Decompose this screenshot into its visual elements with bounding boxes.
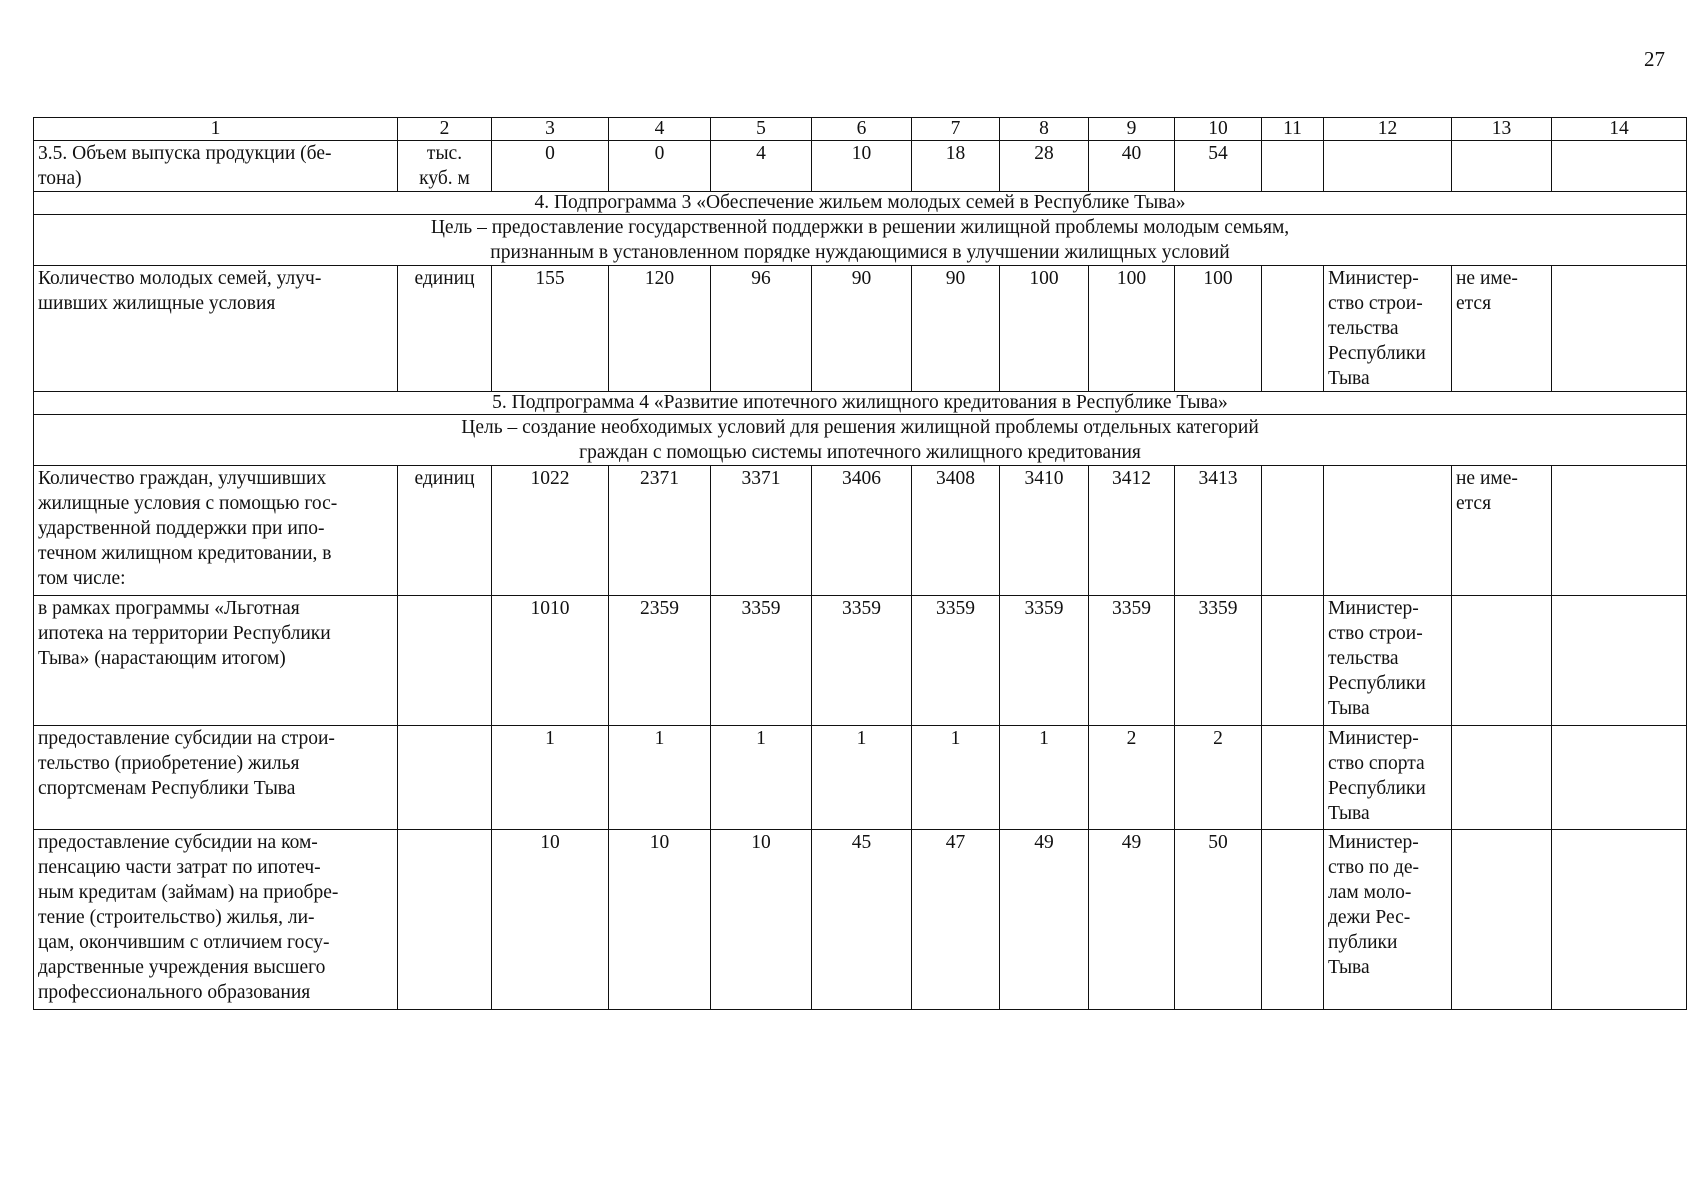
indicator-cell: 3.5. Объем выпуска продукции (бе- тона) — [34, 141, 398, 192]
table-row — [34, 726, 1687, 830]
value-cell: 10 — [711, 830, 812, 1010]
value-cell: 49 — [1089, 830, 1175, 1010]
column-number: 6 — [812, 118, 912, 141]
value-cell: 96 — [711, 266, 812, 392]
col14-cell — [1552, 141, 1687, 192]
value-cell: 10 — [609, 830, 711, 1010]
value-cell: 3359 — [1000, 596, 1089, 726]
value-cell: 49 — [1000, 830, 1089, 1010]
executor-cell — [1324, 141, 1452, 192]
value-cell: 100 — [1089, 266, 1175, 392]
col11-cell — [1262, 466, 1324, 596]
value-cell: 2359 — [609, 596, 711, 726]
indicator-cell: предоставление субсидии на ком- пенсацию части затрат по ипотеч- ным кредитам (займам) на приобре- тение (строительство) жилья, ли- цам, окончившим с отличием госу- дарственные учреждения высшего профессионального образования — [34, 830, 398, 1010]
col11-cell — [1262, 266, 1324, 392]
column-number: 10 — [1175, 118, 1262, 141]
value-cell: 3359 — [812, 596, 912, 726]
value-cell: 45 — [812, 830, 912, 1010]
value-cell: 0 — [492, 141, 609, 192]
value-cell: 120 — [609, 266, 711, 392]
column-number: 9 — [1089, 118, 1175, 141]
col14-cell — [1552, 830, 1687, 1010]
value-cell: 3406 — [812, 466, 912, 596]
value-cell: 1 — [912, 726, 1000, 830]
executor-cell — [1324, 466, 1452, 596]
value-cell: 1 — [711, 726, 812, 830]
value-cell: 40 — [1089, 141, 1175, 192]
col13-cell — [1452, 726, 1552, 830]
value-cell: 1 — [609, 726, 711, 830]
value-cell: 3410 — [1000, 466, 1089, 596]
value-cell: 90 — [912, 266, 1000, 392]
value-cell: 155 — [492, 266, 609, 392]
value-cell: 100 — [1175, 266, 1262, 392]
section-heading: 5. Подпрограмма 4 «Развитие ипотечного жилищного кредитования в Республике Тыва» — [34, 392, 1687, 415]
col11-cell — [1262, 596, 1324, 726]
value-cell: 4 — [711, 141, 812, 192]
unit-cell: единиц — [398, 466, 492, 596]
column-number: 8 — [1000, 118, 1089, 141]
col14-cell — [1552, 466, 1687, 596]
col14-cell — [1552, 266, 1687, 392]
value-cell: 2371 — [609, 466, 711, 596]
value-cell: 54 — [1175, 141, 1262, 192]
goal-row — [34, 415, 1687, 466]
col13-cell — [1452, 596, 1552, 726]
value-cell: 3359 — [711, 596, 812, 726]
value-cell: 2 — [1175, 726, 1262, 830]
section-heading-row — [34, 192, 1687, 215]
column-number: 11 — [1262, 118, 1324, 141]
column-number: 14 — [1552, 118, 1687, 141]
value-cell: 3408 — [912, 466, 1000, 596]
executor-cell: Министер- ство строи- тельства Республики Тыва — [1324, 596, 1452, 726]
col13-cell — [1452, 141, 1552, 192]
table-row — [34, 466, 1687, 596]
unit-cell — [398, 726, 492, 830]
unit-cell: тыс. куб. м — [398, 141, 492, 192]
value-cell: 1 — [492, 726, 609, 830]
goal-row — [34, 215, 1687, 266]
col14-cell — [1552, 726, 1687, 830]
value-cell: 0 — [609, 141, 711, 192]
column-number: 7 — [912, 118, 1000, 141]
value-cell: 18 — [912, 141, 1000, 192]
value-cell: 3359 — [1175, 596, 1262, 726]
executor-cell: Министер- ство спорта Республики Тыва — [1324, 726, 1452, 830]
indicator-cell: Количество граждан, улучшивших жилищные условия с помощью гос- ударственной поддержки при ипо- течном жилищном кредитовании, в том числе: — [34, 466, 398, 596]
value-cell: 1022 — [492, 466, 609, 596]
table-row — [34, 266, 1687, 392]
section-heading: 4. Подпрограмма 3 «Обеспечение жильем молодых семей в Республике Тыва» — [34, 192, 1687, 215]
value-cell: 90 — [812, 266, 912, 392]
column-number: 2 — [398, 118, 492, 141]
indicator-cell: в рамках программы «Льготная ипотека на территории Республики Тыва» (нарастающим итогом) — [34, 596, 398, 726]
col11-cell — [1262, 830, 1324, 1010]
value-cell: 10 — [492, 830, 609, 1010]
column-number: 4 — [609, 118, 711, 141]
value-cell: 10 — [812, 141, 912, 192]
section-heading-row — [34, 392, 1687, 415]
value-cell: 47 — [912, 830, 1000, 1010]
column-number-row — [34, 118, 1687, 141]
column-number: 3 — [492, 118, 609, 141]
goal-text: Цель – предоставление государственной поддержки в решении жилищной проблемы молодым семьям, признанным в установленном порядке нуждающимися в улучшении жилищных условий — [34, 215, 1687, 266]
unit-cell — [398, 596, 492, 726]
column-number: 1 — [34, 118, 398, 141]
executor-cell: Министер- ство по де- лам моло- дежи Рес- публики Тыва — [1324, 830, 1452, 1010]
table-row — [34, 830, 1687, 1010]
table-row — [34, 141, 1687, 192]
col13-cell: не име- ется — [1452, 266, 1552, 392]
value-cell: 3413 — [1175, 466, 1262, 596]
table-row — [34, 596, 1687, 726]
value-cell: 50 — [1175, 830, 1262, 1010]
value-cell: 3359 — [912, 596, 1000, 726]
value-cell: 1 — [812, 726, 912, 830]
value-cell: 1 — [1000, 726, 1089, 830]
col13-cell: не име- ется — [1452, 466, 1552, 596]
column-number: 12 — [1324, 118, 1452, 141]
value-cell: 3359 — [1089, 596, 1175, 726]
indicators-table — [33, 117, 1687, 1010]
value-cell: 100 — [1000, 266, 1089, 392]
value-cell: 2 — [1089, 726, 1175, 830]
indicator-cell: предоставление субсидии на строи- тельство (приобретение) жилья спортсменам Республики Тыва — [34, 726, 398, 830]
goal-text: Цель – создание необходимых условий для решения жилищной проблемы отдельных категорий граждан с помощью системы ипотечного жилищного кредитования — [34, 415, 1687, 466]
col11-cell — [1262, 141, 1324, 192]
unit-cell: единиц — [398, 266, 492, 392]
value-cell: 28 — [1000, 141, 1089, 192]
value-cell: 1010 — [492, 596, 609, 726]
value-cell: 3412 — [1089, 466, 1175, 596]
indicator-cell: Количество молодых семей, улуч- шивших жилищные условия — [34, 266, 398, 392]
value-cell: 3371 — [711, 466, 812, 596]
page-number: 27 — [1644, 47, 1665, 71]
column-number: 5 — [711, 118, 812, 141]
col14-cell — [1552, 596, 1687, 726]
unit-cell — [398, 830, 492, 1010]
col11-cell — [1262, 726, 1324, 830]
column-number: 13 — [1452, 118, 1552, 141]
executor-cell: Министер- ство строи- тельства Республики Тыва — [1324, 266, 1452, 392]
col13-cell — [1452, 830, 1552, 1010]
